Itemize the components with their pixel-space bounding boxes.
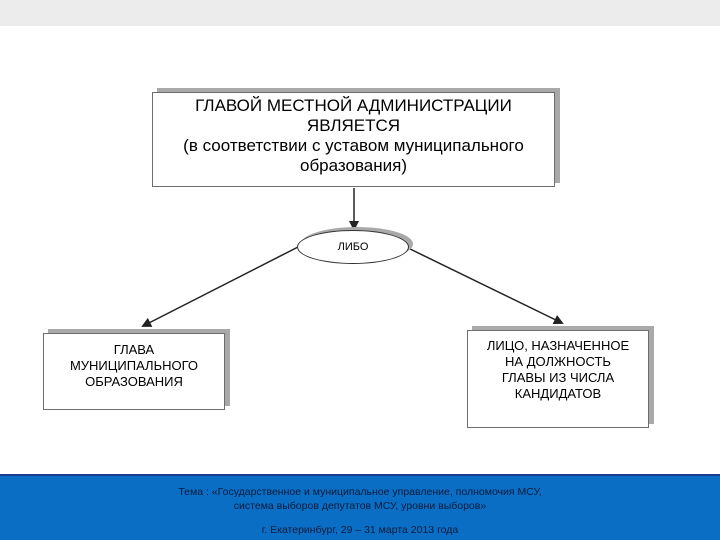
right-box-line-1: ЛИЦО, НАЗНАЧЕННОЕ — [486, 338, 630, 353]
footer-banner — [0, 474, 720, 540]
footer-topic-line-1: Тема : «Государственное и муниципальное управление, полномочия МСУ, — [178, 486, 542, 498]
left-box-line-3: ОБРАЗОВАНИЯ — [85, 374, 183, 389]
left-box-line-2: МУНИЦИПАЛЬНОГО — [69, 358, 199, 373]
municipal-head-box — [43, 333, 225, 410]
right-box-line-4: КАНДИДАТОВ — [514, 386, 602, 401]
connector-label: ЛИБО — [337, 241, 369, 253]
arrow-connector-to-right — [406, 247, 562, 323]
appointed-person-box — [467, 330, 649, 428]
right-box-line-3: ГЛАВЫ ИЗ ЧИСЛА — [501, 370, 615, 385]
right-box-line-2: НА ДОЛЖНОСТЬ — [505, 354, 611, 369]
arrow-connector-to-left — [143, 247, 298, 326]
left-box-line-1: ГЛАВА — [113, 342, 155, 357]
main-box-line-2: ЯВЛЯЕТСЯ — [306, 116, 401, 135]
main-box-line-1: ГЛАВОЙ МЕСТНОЙ АДМИНИСТРАЦИИ — [195, 96, 512, 115]
footer-topic-line-2: система выборов депутатов МСУ, уровни выборов» — [233, 500, 487, 512]
main-box-line-3: (в соответствии с уставом муниципального — [183, 136, 524, 155]
head-of-administration-box — [152, 92, 555, 187]
either-connector — [297, 230, 409, 264]
footer-place-date: г. Екатеринбург, 29 – 31 марта 2013 года — [261, 524, 459, 536]
main-box-line-4: образования) — [299, 156, 407, 175]
